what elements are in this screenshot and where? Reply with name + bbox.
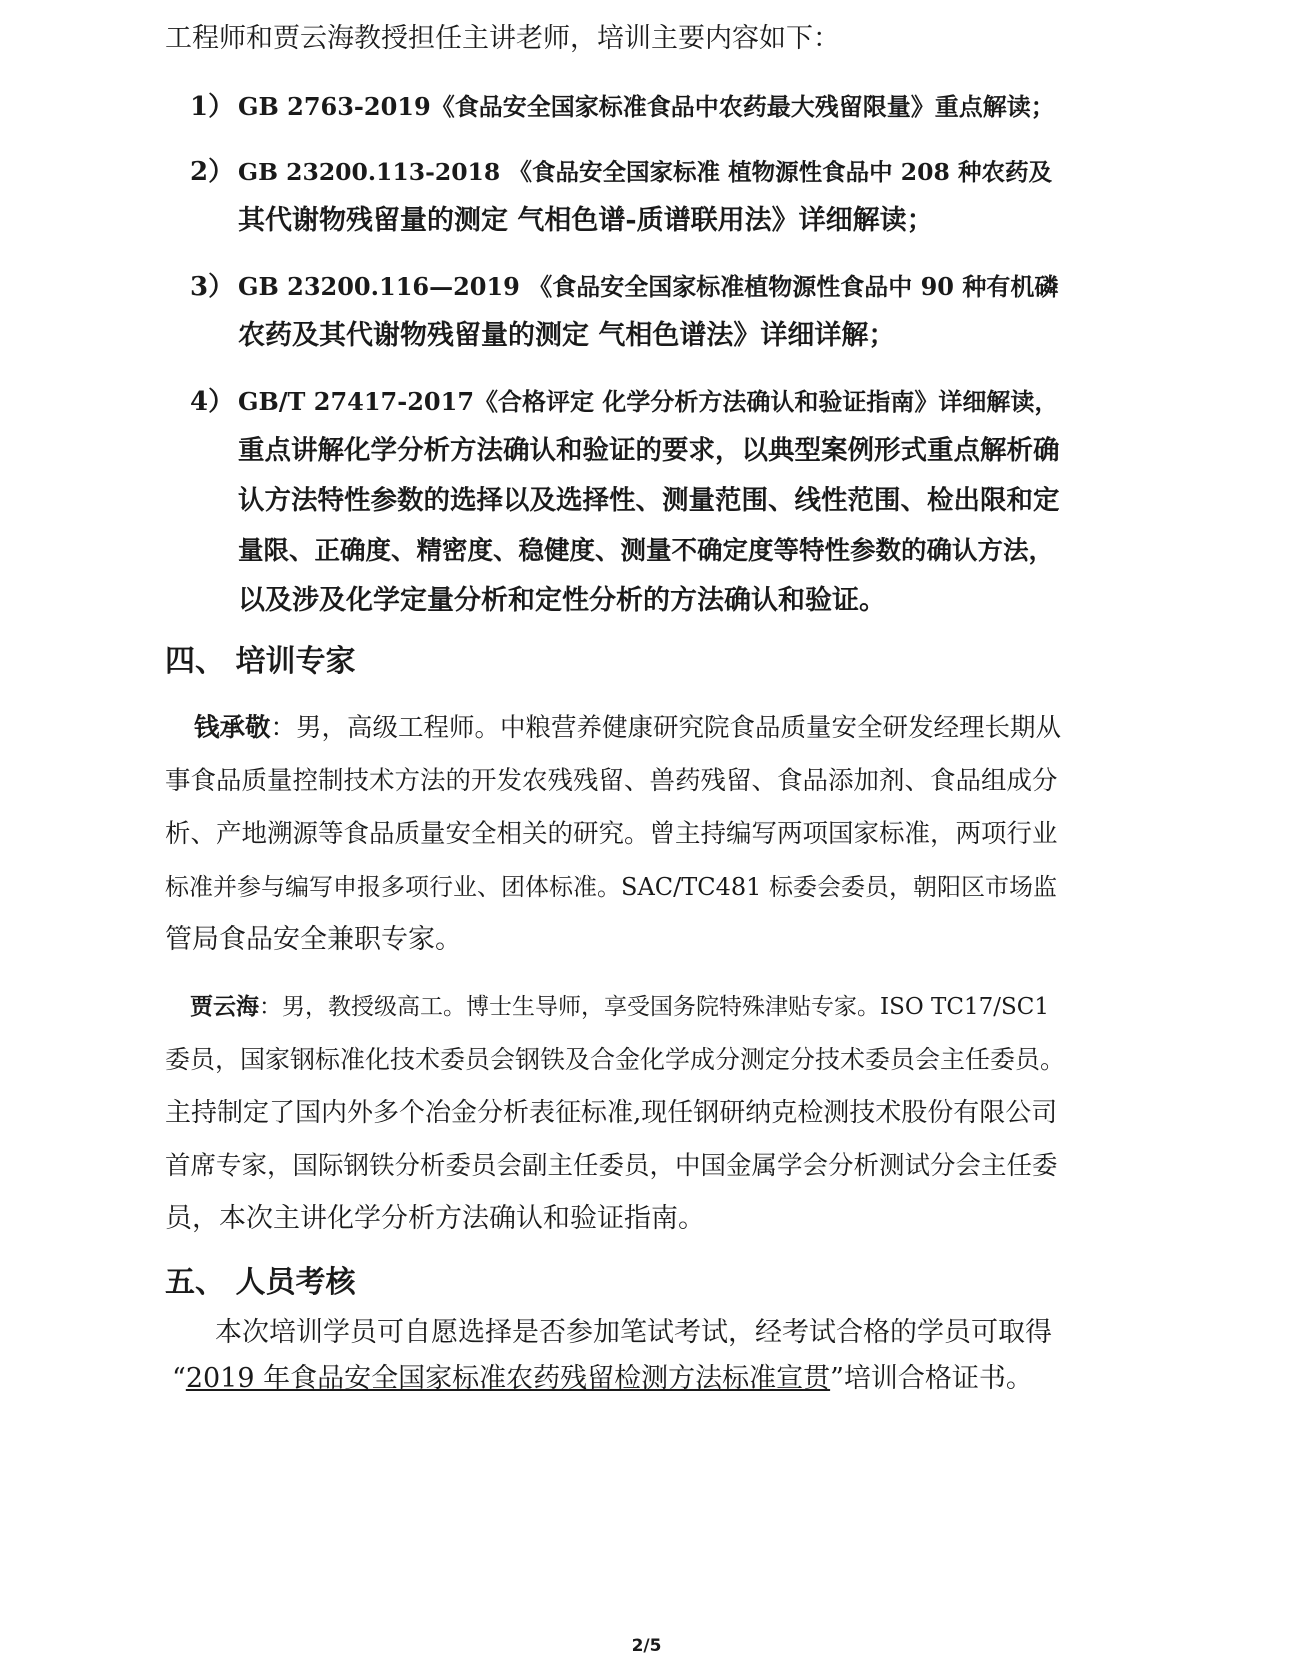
expert-text-line: 析、产地溯源等食品质量安全相关的研究。曾主持编写两项国家标准，两项行业 [165,819,1058,849]
list-item-line: 量限、正确度、精密度、稳健度、测量不确定度等特性参数的确认方法， [238,536,1055,566]
list-item-line: 其代谢物残留量的测定 气相色谱-质谱联用法》详细解读； [238,205,934,236]
list-item-line: GB 2763-2019《食品安全国家标准食品中农药最大残留限量》重点解读； [238,92,1055,121]
expert-text-line: 主持制定了国内外多个冶金分析表征标准,现任钢研纳克检测技术股份有限公司 [165,1098,1058,1128]
expert-name: 钱承敬 [194,713,271,743]
certificate-suffix: ”培训合格证书。 [830,1363,1033,1394]
open-quote: “ [172,1363,186,1394]
list-item-line: 农药及其代谢物残留量的测定 气相色谱法》详细详解； [238,320,896,351]
expert-text-line: 员，本次主讲化学分析方法确认和验证指南。 [165,1203,705,1234]
list-item-line: GB 23200.113-2018 《食品安全国家标准 植物源性食品中 208 种农药及 [238,158,1053,186]
assessment-text-line: 本次培训学员可自愿选择是否参加笔试考试，经考试合格的学员可取得 [215,1317,1052,1348]
expert-text-line: 标准并参与编写申报多项行业、团体标准。SAC/TC481 标委会委员，朝阳区市场监 [165,873,1058,901]
section-heading-experts: 四、 培训专家 [165,644,356,679]
certificate-name-link[interactable]: 2019 年食品安全国家标准农药残留检测方法标准宣贯 [185,1363,831,1394]
list-item-number: 3） [190,272,235,302]
list-item-line: 重点讲解化学分析方法确认和验证的要求，以典型案例形式重点解析确 [238,435,1060,466]
expert-paragraph [194,711,1061,745]
section-heading-assessment: 五、 人员考核 [165,1265,356,1300]
expert-text: ：男，高级工程师。中粮营养健康研究院食品质量安全研发经理长期从 [270,713,1062,743]
expert-text-line: 首席专家，国际钢铁分析委员会副主任委员，中国金属学会分析测试分会主任委 [165,1151,1058,1181]
expert-paragraph [190,990,1049,1024]
expert-text-line: 委员，国家钢标准化技术委员会钢铁及合金化学成分测定分技术委员会主任委员。 [165,1045,1066,1074]
expert-text: ：男，教授级高工。博士生导师，享受国务院特殊津贴专家。ISO TC17/SC1 [259,994,1049,1020]
assessment-text-line [172,1362,1033,1396]
expert-text-line: 管局食品安全兼职专家。 [165,924,462,955]
expert-name: 贾云海 [190,994,259,1020]
list-item-number: 1） [190,92,235,122]
list-item-number: 4） [190,387,235,417]
list-item-number: 2） [190,157,235,187]
list-item-line: GB/T 27417-2017《合格评定 化学分析方法确认和验证指南》详细解读， [238,387,1059,416]
expert-text-line: 事食品质量控制技术方法的开发农残残留、兽药残留、食品添加剂、食品组成分 [165,766,1058,796]
page-number: 2/5 [631,1636,662,1656]
list-item-line: 以及涉及化学定量分析和定性分析的方法确认和验证。 [238,585,886,616]
intro-line: 工程师和贾云海教授担任主讲老师，培训主要内容如下： [165,23,840,54]
list-item-line: GB 23200.116—2019 《食品安全国家标准植物源性食品中 90 种有机磷 [238,272,1059,301]
list-item-line: 认方法特性参数的选择以及选择性、测量范围、线性范围、检出限和定 [238,485,1060,516]
